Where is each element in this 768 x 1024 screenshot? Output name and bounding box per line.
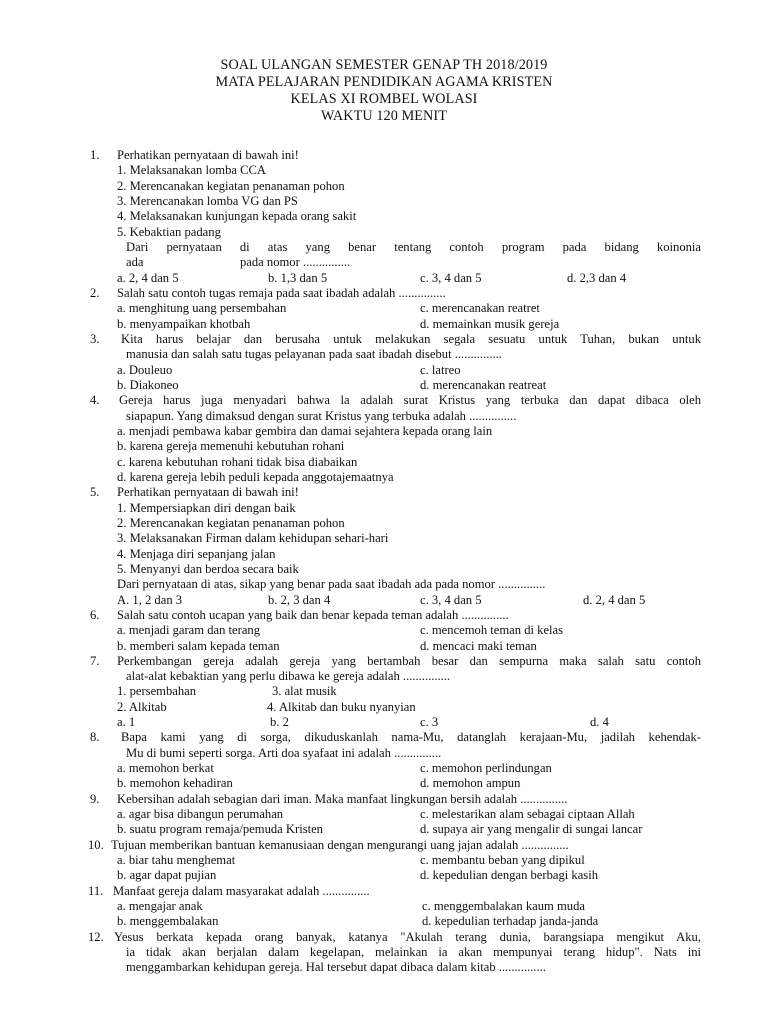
answer-option: c. karena kebutuhan rohani tidak bisa diabaikan [117, 454, 358, 469]
answer-option: A. 1, 2 dan 3 [117, 592, 183, 607]
statement-item: 1. persembahan [117, 684, 197, 699]
answer-option: a. 1 [117, 715, 136, 730]
statement-item: 3. alat musik [272, 684, 337, 699]
question-stem: Perkembangan gereja adalah gereja yang bertambah besar dan sempurna maka salah satu contoh [117, 653, 701, 668]
question-stem: Perhatikan pernyataan di bawah ini! [117, 148, 299, 162]
statement-item: 4. Alkitab dan buku nyanyian [267, 699, 416, 714]
answer-option: b. suatu program remaja/pemuda Kristen [117, 822, 323, 837]
question-list [0, 148, 768, 976]
answer-option: b. memohon kehadiran [117, 776, 233, 791]
answer-option: a. mengajar anak [117, 899, 203, 914]
answer-option: d. memohon ampun [420, 776, 521, 791]
answer-option: d. kepedulian dengan berbagi kasih [420, 868, 599, 883]
statement-item: 2. Merencanakan kegiatan penanaman pohon [117, 515, 345, 530]
exam-header [0, 57, 768, 125]
answer-option: d. merencanakan reatreat [420, 377, 547, 392]
answer-option: d. kepedulian terhadap janda-janda [422, 914, 599, 929]
question-prompt: Dari pernyataan di atas, sikap yang benar pada saat ibadah ada pada nomor ............... [117, 577, 546, 592]
question-stem: siapapun. Yang dimaksud dengan surat Kristus yang terbuka adalah ............... [126, 408, 517, 423]
statement-item: 4. Melaksanakan kunjungan kepada orang sakit [117, 209, 357, 224]
question-number: 6. [90, 607, 100, 622]
question-prompt: pada nomor ............... [240, 255, 351, 270]
answer-option: d. karena gereja lebih peduli kepada anggotajemaatnya [117, 469, 394, 484]
statement-item: 2. Merencanakan kegiatan penanaman pohon [117, 178, 345, 193]
question-number: 3. [90, 331, 100, 346]
answer-option: c. membantu beban yang dipikul [420, 853, 585, 868]
answer-option: c. menggembalakan kaum muda [422, 899, 585, 914]
answer-option: b. 2, 3 dan 4 [268, 592, 331, 607]
header-duration: WAKTU 120 MENIT [320, 108, 447, 124]
statement-item: 5. Menyanyi dan berdoa secara baik [117, 561, 299, 576]
answer-option: a. biar tahu menghemat [117, 853, 236, 868]
answer-option: b. 2 [270, 715, 289, 730]
answer-option: b. 1,3 dan 5 [268, 270, 328, 285]
answer-option: d. 4 [590, 715, 609, 730]
answer-option: d. memainkan musik gereja [420, 316, 560, 331]
statement-item: 3. Merencanakan lomba VG dan PS [117, 193, 298, 208]
question-prompt: ada [126, 255, 144, 270]
question-number: 4. [90, 393, 100, 408]
answer-option: a. memohon berkat [117, 761, 214, 776]
answer-option: b. menyampaikan khotbah [117, 316, 251, 331]
answer-option: b. menggembalakan [117, 914, 219, 929]
question-stem: Tujuan memberikan bantuan kemanusiaan dengan mengurangi uang jajan adalah ............... [111, 837, 569, 852]
question-stem: Bapa kami yang di sorga, dikuduskanlah nama-Mu, datanglah kerajaan-Mu, jadilah kehendak- [121, 730, 701, 745]
question-stem: Mu di bumi seperti sorga. Arti doa syafaat ini adalah ............... [126, 745, 442, 760]
question-stem: Salah satu contoh tugas remaja pada saat ibadah adalah ............... [117, 285, 446, 300]
question-stem: alat-alat kebaktian yang perlu dibawa ke gereja adalah ............... [126, 669, 451, 684]
answer-option: a. menghitung uang persembahan [117, 301, 287, 316]
answer-option: c. latreo [420, 362, 461, 377]
question-number: 11. [88, 883, 104, 898]
answer-option: c. mencemoh teman di kelas [420, 623, 564, 638]
header-subject: MATA PELAJARAN PENDIDIKAN AGAMA KRISTEN [215, 74, 553, 90]
answer-option: b. karena gereja memenuhi kebutuhan rohani [117, 439, 345, 454]
question-number: 12. [88, 929, 104, 944]
question-number: 9. [90, 791, 100, 806]
answer-option: b. agar dapat pujian [117, 868, 217, 883]
statement-item: 1. Mempersiapkan diri dengan baik [117, 500, 296, 515]
answer-option: a. agar bisa dibangun perumahan [117, 807, 284, 822]
question-number: 10. [88, 837, 104, 852]
statement-item: 3. Melaksanakan Firman dalam kehidupan sehari-hari [117, 531, 389, 546]
question-prompt: Dari pernyataan di atas yang benar tentang contoh program pada bidang koinonia [126, 239, 701, 254]
question-stem: Salah satu contoh ucapan yang baik dan benar kepada teman adalah ............... [117, 607, 509, 622]
question-number: 8. [90, 730, 100, 745]
answer-option: c. 3, 4 dan 5 [420, 592, 482, 607]
answer-option: a. menjadi pembawa kabar gembira dan damai sejahtera kepada orang lain [117, 423, 493, 438]
question-number: 7. [90, 653, 100, 668]
question-stem: Yesus berkata kepada orang banyak, katanya "Akulah terang dunia, barangsiapa mengikut Aku, [114, 929, 701, 944]
statement-item: 5. Kebaktian padang [117, 224, 221, 239]
question-number: 5. [90, 485, 100, 500]
answer-option: d. 2, 4 dan 5 [583, 592, 646, 607]
question-number: 1. [90, 148, 100, 162]
answer-option: a. Douleuo [117, 362, 173, 377]
question-stem: Kita harus belajar dan berusaha untuk melakukan segala sesuatu untuk Tuhan, bukan untuk [121, 331, 701, 346]
question-stem: Perhatikan pernyataan di bawah ini! [117, 485, 299, 500]
question-stem: manusia dan salah satu tugas pelayanan pada saat ibadah disebut ............... [126, 347, 502, 362]
question-stem: Gereja harus juga menyadari bahwa la adalah surat Kristus yang terbuka dan dapat dibaca oleh [119, 393, 701, 408]
statement-item: 4. Menjaga diri sepanjang jalan [117, 546, 276, 561]
answer-option: d. 2,3 dan 4 [567, 270, 627, 285]
question-stem: Manfaat gereja dalam masyarakat adalah ............... [113, 883, 370, 898]
answer-option: c. 3, 4 dan 5 [420, 270, 482, 285]
question-stem: menggambarkan kehidupan gereja. Hal tersebut dapat dibaca dalam kitab ............... [126, 960, 546, 975]
answer-option: c. memohon perlindungan [420, 761, 552, 776]
question-stem: ia tidak akan berjalan dalam kegelapan, melainkan ia akan mempunyai terang hidup". Nats ini [126, 945, 701, 960]
answer-option: a. 2, 4 dan 5 [117, 270, 179, 285]
header-class: KELAS XI ROMBEL WOLASI [290, 91, 478, 107]
answer-option: d. mencaci maki teman [420, 638, 537, 653]
answer-option: c. melestarikan alam sebagai ciptaan Allah [420, 807, 635, 822]
answer-option: c. 3 [420, 715, 439, 730]
answer-option: c. merencanakan reatret [420, 301, 540, 316]
answer-option: b. memberi salam kepada teman [117, 638, 280, 653]
header-title: SOAL ULANGAN SEMESTER GENAP TH 2018/2019 [220, 57, 548, 73]
answer-option: b. Diakoneo [117, 377, 179, 392]
question-stem: Kebersihan adalah sebagian dari iman. Maka manfaat lingkungan bersih adalah ............... [117, 791, 568, 806]
question-number: 2. [90, 285, 100, 300]
statement-item: 1. Melaksanakan lomba CCA [117, 163, 266, 178]
statement-item: 2. Alkitab [117, 699, 167, 714]
answer-option: d. supaya air yang mengalir di sungai lancar [420, 822, 643, 837]
answer-option: a. menjadi garam dan terang [117, 623, 261, 638]
